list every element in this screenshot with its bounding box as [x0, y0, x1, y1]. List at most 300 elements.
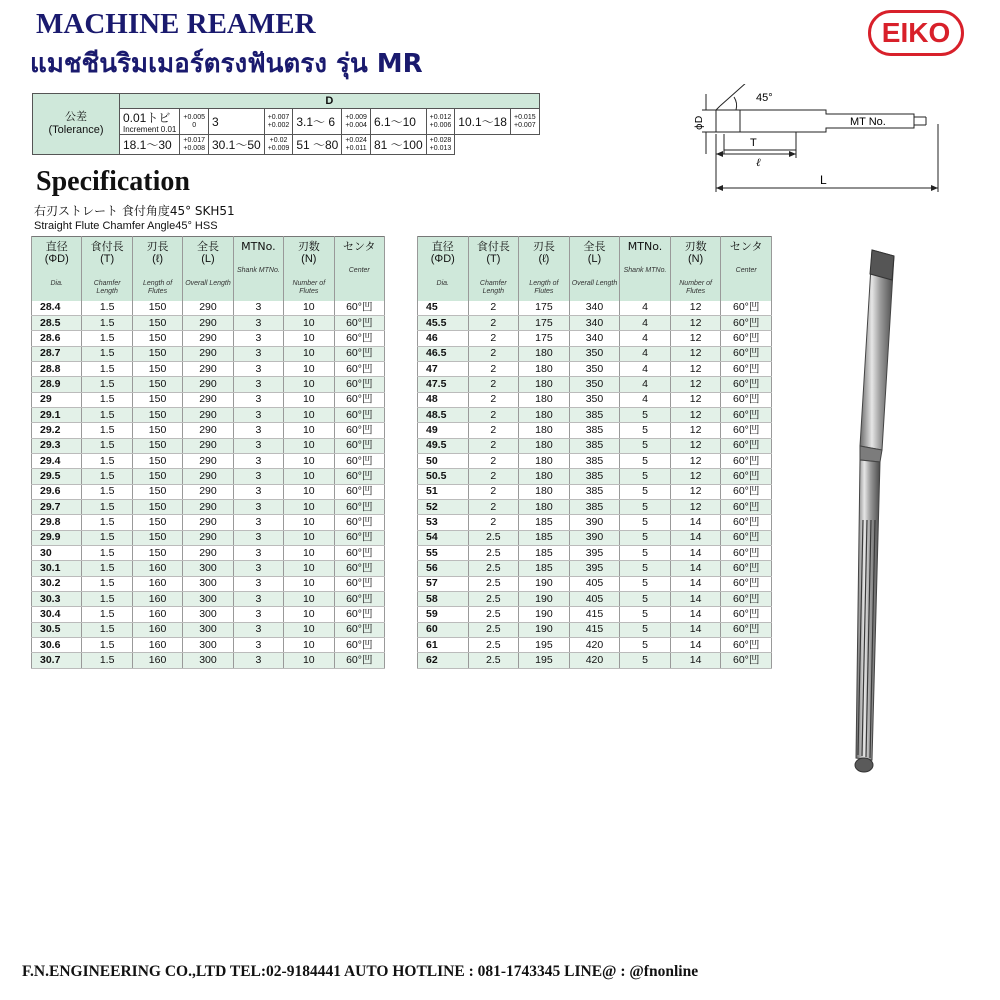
table-cell: 395 — [569, 546, 620, 561]
table-cell: 3 — [233, 407, 283, 422]
table-cell: 62 — [418, 653, 469, 668]
table-cell: 29 — [32, 392, 82, 407]
column-header — [418, 237, 469, 301]
table-cell: 10 — [284, 638, 334, 653]
table-cell: 300 — [183, 622, 233, 637]
column-header — [620, 237, 671, 301]
table-cell: 4 — [620, 377, 671, 392]
column-header-sym: (N) — [301, 253, 317, 265]
table-row — [418, 392, 772, 407]
table-cell: 2 — [468, 392, 519, 407]
table-cell: 60°凹 — [721, 407, 772, 422]
column-header-jp: 全長 — [196, 240, 219, 253]
table-cell: 10 — [284, 622, 334, 637]
table-cell: 49 — [418, 423, 469, 438]
tolerance-upper: +0.009 — [345, 113, 367, 121]
table-cell: 290 — [183, 515, 233, 530]
table-cell: 28.9 — [32, 377, 82, 392]
table-cell: 150 — [132, 530, 182, 545]
table-cell: 415 — [569, 622, 620, 637]
column-header-jp: 食付長 — [476, 240, 510, 253]
column-header-en: Shank MTNo. — [237, 267, 280, 274]
table-cell: 180 — [519, 469, 570, 484]
table-cell: 10 — [284, 515, 334, 530]
column-header-jp: 刃数 — [297, 240, 320, 253]
table-cell: 420 — [569, 653, 620, 668]
table-cell: 10 — [284, 469, 334, 484]
table-row — [32, 423, 385, 438]
tolerance-upper: +0.015 — [514, 113, 536, 121]
column-header-en: Center — [735, 267, 757, 274]
table-cell: 290 — [183, 499, 233, 514]
table-cell: 60°凹 — [334, 622, 384, 637]
table-cell: 2 — [468, 407, 519, 422]
table-cell: 30.7 — [32, 653, 82, 668]
column-header-en: Shank MTNo. — [623, 267, 667, 274]
tolerance-range — [208, 135, 264, 155]
table-cell: 385 — [569, 484, 620, 499]
table-cell: 3 — [233, 392, 283, 407]
column-header-sym: (ℓ) — [538, 253, 550, 265]
column-header-sym: (T) — [486, 253, 501, 265]
table-cell: 60°凹 — [721, 346, 772, 361]
table-cell: 175 — [519, 315, 570, 330]
table-row — [418, 315, 772, 330]
table-cell: 1.5 — [82, 315, 132, 330]
column-header-en: Number of Flutes — [292, 280, 326, 295]
table-cell: 160 — [132, 607, 182, 622]
table-cell: 160 — [132, 638, 182, 653]
column-header-sym: (ΦD) — [44, 253, 69, 265]
table-cell: 60°凹 — [334, 592, 384, 607]
table-cell: 3 — [233, 453, 283, 468]
table-cell: 1.5 — [82, 392, 132, 407]
table-cell: 175 — [519, 331, 570, 346]
tolerance-label — [33, 94, 120, 155]
table-row — [32, 638, 385, 653]
table-cell: 150 — [132, 515, 182, 530]
tolerance-value — [342, 135, 371, 155]
table-cell: 10 — [284, 530, 334, 545]
table-cell: 160 — [132, 561, 182, 576]
table-cell: 60°凹 — [721, 469, 772, 484]
table-row — [32, 653, 385, 668]
table-row — [32, 484, 385, 499]
table-cell: 46.5 — [418, 346, 469, 361]
column-header-sym: (ΦD) — [430, 253, 455, 265]
table-cell: 300 — [183, 592, 233, 607]
tolerance-value — [264, 135, 293, 155]
table-cell: 12 — [670, 301, 721, 316]
table-row — [418, 453, 772, 468]
column-header-en: Center — [348, 267, 370, 274]
tolerance-range-text: 3.1～ 6 — [296, 115, 336, 129]
table-cell: 395 — [569, 561, 620, 576]
table-cell: 60°凹 — [721, 576, 772, 591]
table-cell: 30.5 — [32, 622, 82, 637]
table-cell: 60°凹 — [721, 622, 772, 637]
l-big-label: L — [820, 173, 827, 187]
table-cell: 48 — [418, 392, 469, 407]
chamfer-line — [716, 106, 720, 110]
table-cell: 1.5 — [82, 561, 132, 576]
table-cell: 1.5 — [82, 576, 132, 591]
table-cell: 30.3 — [32, 592, 82, 607]
column-header-jp: 刃長 — [146, 240, 169, 253]
table-cell: 29.8 — [32, 515, 82, 530]
tolerance-lower: +0.004 — [345, 121, 367, 129]
table-cell: 290 — [183, 438, 233, 453]
table-cell: 60°凹 — [721, 530, 772, 545]
tolerance-range-text: 18.1～30 — [123, 138, 172, 152]
column-header-sym: (N) — [687, 253, 704, 265]
table-row — [32, 331, 385, 346]
tolerance-range-text: 6.1～10 — [373, 115, 416, 129]
table-cell: 12 — [670, 423, 721, 438]
table-cell: 180 — [519, 377, 570, 392]
table-header-row — [32, 237, 385, 301]
table-cell: 48.5 — [418, 407, 469, 422]
table-cell: 60°凹 — [334, 499, 384, 514]
table-cell: 185 — [519, 561, 570, 576]
table-cell: 60°凹 — [334, 346, 384, 361]
column-header — [569, 237, 620, 301]
table-row — [32, 546, 385, 561]
table-cell: 290 — [183, 315, 233, 330]
table-cell: 30.2 — [32, 576, 82, 591]
footer-contact: F.N.ENGINEERING CO.,LTD TEL:02-9184441 AUTO HOTLINE : 081-1743345 LINE@ : @fnonline — [22, 963, 699, 980]
table-row — [32, 407, 385, 422]
table-cell: 3 — [233, 469, 283, 484]
table-cell: 14 — [670, 530, 721, 545]
table-cell: 55 — [418, 546, 469, 561]
column-header — [82, 237, 132, 301]
table-row — [32, 607, 385, 622]
table-cell: 150 — [132, 315, 182, 330]
table-row — [418, 561, 772, 576]
column-header — [519, 237, 570, 301]
table-cell: 60°凹 — [721, 653, 772, 668]
column-header-sym: (L) — [587, 253, 602, 265]
table-cell: 2 — [468, 484, 519, 499]
specification-heading: Specification — [36, 166, 190, 197]
tolerance-range-text: 51 ～80 — [296, 138, 339, 152]
column-header-jp: MTNo. — [627, 240, 663, 253]
table-cell: 3 — [233, 315, 283, 330]
reamer-body — [855, 250, 894, 772]
table-row — [418, 546, 772, 561]
table-row — [418, 499, 772, 514]
table-cell: 5 — [620, 469, 671, 484]
table-cell: 59 — [418, 607, 469, 622]
table-cell: 340 — [569, 331, 620, 346]
table-cell: 420 — [569, 638, 620, 653]
table-cell: 1.5 — [82, 377, 132, 392]
table-cell: 1.5 — [82, 438, 132, 453]
tolerance-range — [120, 135, 180, 155]
table-row — [32, 315, 385, 330]
column-header — [183, 237, 233, 301]
table-cell: 290 — [183, 484, 233, 499]
tolerance-value — [180, 109, 209, 135]
tolerance-range-text: 0.01トビ — [123, 111, 171, 125]
table-cell: 60°凹 — [334, 453, 384, 468]
table-cell: 2 — [468, 361, 519, 376]
table-cell: 290 — [183, 392, 233, 407]
column-header — [284, 237, 334, 301]
table-cell: 350 — [569, 361, 620, 376]
tolerance-value — [180, 135, 209, 155]
column-header-en: Number of Flutes — [679, 280, 712, 295]
table-row — [418, 469, 772, 484]
table-cell: 2 — [468, 301, 519, 316]
table-cell: 57 — [418, 576, 469, 591]
table-cell: 5 — [620, 499, 671, 514]
page-title: MACHINE REAMER — [36, 8, 316, 40]
table-cell: 3 — [233, 361, 283, 376]
table-cell: 60°凹 — [721, 301, 772, 316]
table-cell: 10 — [284, 653, 334, 668]
table-row — [32, 515, 385, 530]
table-cell: 290 — [183, 301, 233, 316]
table-cell: 28.6 — [32, 331, 82, 346]
table-cell: 3 — [233, 530, 283, 545]
table-cell: 175 — [519, 301, 570, 316]
column-header-jp: 直径 — [45, 240, 68, 253]
spec-line-jp: 右刃ストレート 食付角度45° SKH51 — [34, 204, 235, 218]
table-cell: 5 — [620, 653, 671, 668]
table-cell: 340 — [569, 315, 620, 330]
table-cell: 60°凹 — [334, 423, 384, 438]
tolerance-upper: +0.02 — [269, 136, 288, 144]
column-header-sym: (L) — [201, 253, 215, 265]
table-cell: 10 — [284, 407, 334, 422]
table-cell: 10 — [284, 484, 334, 499]
table-cell: 30.4 — [32, 607, 82, 622]
table-cell: 300 — [183, 653, 233, 668]
table-cell: 60°凹 — [721, 484, 772, 499]
table-cell: 60°凹 — [334, 546, 384, 561]
table-row — [418, 377, 772, 392]
table-cell: 14 — [670, 561, 721, 576]
column-header — [721, 237, 772, 301]
table-cell: 12 — [670, 377, 721, 392]
column-header — [132, 237, 182, 301]
table-cell: 2.5 — [468, 622, 519, 637]
table-cell: 2 — [468, 346, 519, 361]
table-cell: 300 — [183, 561, 233, 576]
table-row — [32, 438, 385, 453]
table-cell: 150 — [132, 469, 182, 484]
table-cell: 60°凹 — [721, 377, 772, 392]
column-header-jp: 刃数 — [684, 240, 707, 253]
table-cell: 150 — [132, 392, 182, 407]
column-header-en: Dia. — [436, 280, 449, 287]
table-cell: 47.5 — [418, 377, 469, 392]
table-cell: 60°凹 — [334, 638, 384, 653]
table-cell: 390 — [569, 530, 620, 545]
table-row — [32, 453, 385, 468]
table-cell: 10 — [284, 576, 334, 591]
table-cell: 3 — [233, 592, 283, 607]
table-cell: 14 — [670, 546, 721, 561]
table-cell: 385 — [569, 423, 620, 438]
table-cell: 150 — [132, 423, 182, 438]
column-header — [468, 237, 519, 301]
eiko-logo: EIKO — [868, 10, 964, 56]
table-cell: 12 — [670, 484, 721, 499]
table-cell: 60°凹 — [721, 561, 772, 576]
table-cell: 300 — [183, 638, 233, 653]
table-cell: 10 — [284, 331, 334, 346]
table-cell: 29.4 — [32, 453, 82, 468]
table-cell: 1.5 — [82, 515, 132, 530]
table-cell: 4 — [620, 361, 671, 376]
table-cell: 2.5 — [468, 607, 519, 622]
tolerance-lower: +0.013 — [429, 144, 452, 152]
table-cell: 290 — [183, 423, 233, 438]
table-cell: 1.5 — [82, 469, 132, 484]
table-cell: 3 — [233, 653, 283, 668]
table-cell: 12 — [670, 331, 721, 346]
table-row — [418, 423, 772, 438]
table-cell: 60°凹 — [721, 592, 772, 607]
table-cell: 30.1 — [32, 561, 82, 576]
table-cell: 60°凹 — [334, 438, 384, 453]
table-cell: 45.5 — [418, 315, 469, 330]
table-cell: 2 — [468, 438, 519, 453]
table-row — [32, 301, 385, 316]
tolerance-value — [264, 109, 293, 135]
table-cell: 3 — [233, 331, 283, 346]
table-cell: 4 — [620, 331, 671, 346]
table-cell: 290 — [183, 346, 233, 361]
table-cell: 1.5 — [82, 607, 132, 622]
spec-table-left — [31, 236, 385, 669]
table-cell: 1.5 — [82, 546, 132, 561]
table-header-row — [418, 237, 772, 301]
table-cell: 1.5 — [82, 361, 132, 376]
table-cell: 290 — [183, 469, 233, 484]
table-cell: 150 — [132, 346, 182, 361]
table-cell: 2.5 — [468, 561, 519, 576]
column-header-en: Dia. — [50, 280, 63, 287]
table-cell: 185 — [519, 546, 570, 561]
column-header — [233, 237, 283, 301]
tolerance-range-text: 10.1～18 — [458, 115, 507, 129]
table-cell: 60°凹 — [334, 331, 384, 346]
table-cell: 46 — [418, 331, 469, 346]
tolerance-range — [455, 109, 511, 135]
table-cell: 1.5 — [82, 346, 132, 361]
table-cell: 10 — [284, 392, 334, 407]
table-cell: 5 — [620, 423, 671, 438]
table-cell: 385 — [569, 499, 620, 514]
table-cell: 14 — [670, 638, 721, 653]
tolerance-value — [511, 109, 540, 135]
table-cell: 290 — [183, 530, 233, 545]
column-header-en: Overall Length — [571, 280, 618, 287]
table-row — [32, 561, 385, 576]
table-cell: 60 — [418, 622, 469, 637]
table-cell: 60°凹 — [721, 499, 772, 514]
table-row — [418, 607, 772, 622]
table-row — [32, 377, 385, 392]
table-cell: 150 — [132, 361, 182, 376]
table-cell: 160 — [132, 592, 182, 607]
table-cell: 405 — [569, 576, 620, 591]
table-cell: 190 — [519, 576, 570, 591]
spec-table-right — [417, 236, 772, 669]
table-cell: 180 — [519, 499, 570, 514]
table-cell: 1.5 — [82, 453, 132, 468]
table-cell: 385 — [569, 438, 620, 453]
table-cell: 28.7 — [32, 346, 82, 361]
tolerance-range — [293, 109, 342, 135]
tolerance-lower: +0.009 — [267, 144, 290, 152]
table-cell: 415 — [569, 607, 620, 622]
column-header-en: Length of Flutes — [529, 280, 559, 295]
table-cell: 12 — [670, 361, 721, 376]
table-cell: 60°凹 — [721, 315, 772, 330]
table-cell: 1.5 — [82, 499, 132, 514]
table-cell: 3 — [233, 561, 283, 576]
table-cell: 29.6 — [32, 484, 82, 499]
table-cell: 5 — [620, 453, 671, 468]
table-cell: 4 — [620, 315, 671, 330]
table-row — [418, 407, 772, 422]
table-cell: 1.5 — [82, 530, 132, 545]
table-cell: 60°凹 — [721, 638, 772, 653]
table-cell: 10 — [284, 346, 334, 361]
page-subtitle: แมชชีนริมเมอร์ตรงฟันตรง รุ่น MR — [30, 49, 423, 79]
table-cell: 1.5 — [82, 638, 132, 653]
table-cell: 10 — [284, 607, 334, 622]
table-cell: 1.5 — [82, 484, 132, 499]
table-cell: 5 — [620, 622, 671, 637]
column-header-jp: 全長 — [583, 240, 606, 253]
table-cell: 185 — [519, 515, 570, 530]
table-cell: 3 — [233, 499, 283, 514]
table-cell: 54 — [418, 530, 469, 545]
table-cell: 2.5 — [468, 592, 519, 607]
column-header-sym: (ℓ) — [152, 253, 163, 265]
table-cell: 385 — [569, 407, 620, 422]
table-cell: 60°凹 — [334, 315, 384, 330]
table-cell: 2.5 — [468, 576, 519, 591]
column-header-jp: センタ — [342, 240, 376, 253]
table-cell: 290 — [183, 331, 233, 346]
tolerance-d-header: D — [120, 94, 540, 109]
table-cell: 290 — [183, 377, 233, 392]
table-cell: 28.8 — [32, 361, 82, 376]
angle-label: 45° — [756, 92, 773, 104]
table-cell: 12 — [670, 315, 721, 330]
table-cell: 10 — [284, 592, 334, 607]
table-cell: 52 — [418, 499, 469, 514]
reamer-product-image — [820, 240, 910, 800]
tolerance-value — [342, 109, 371, 135]
table-cell: 2 — [468, 469, 519, 484]
table-cell: 180 — [519, 392, 570, 407]
column-header — [334, 237, 384, 301]
table-row — [418, 331, 772, 346]
table-cell: 150 — [132, 377, 182, 392]
table-cell: 60°凹 — [334, 515, 384, 530]
table-cell: 10 — [284, 499, 334, 514]
tolerance-table — [32, 93, 540, 155]
table-cell: 5 — [620, 438, 671, 453]
